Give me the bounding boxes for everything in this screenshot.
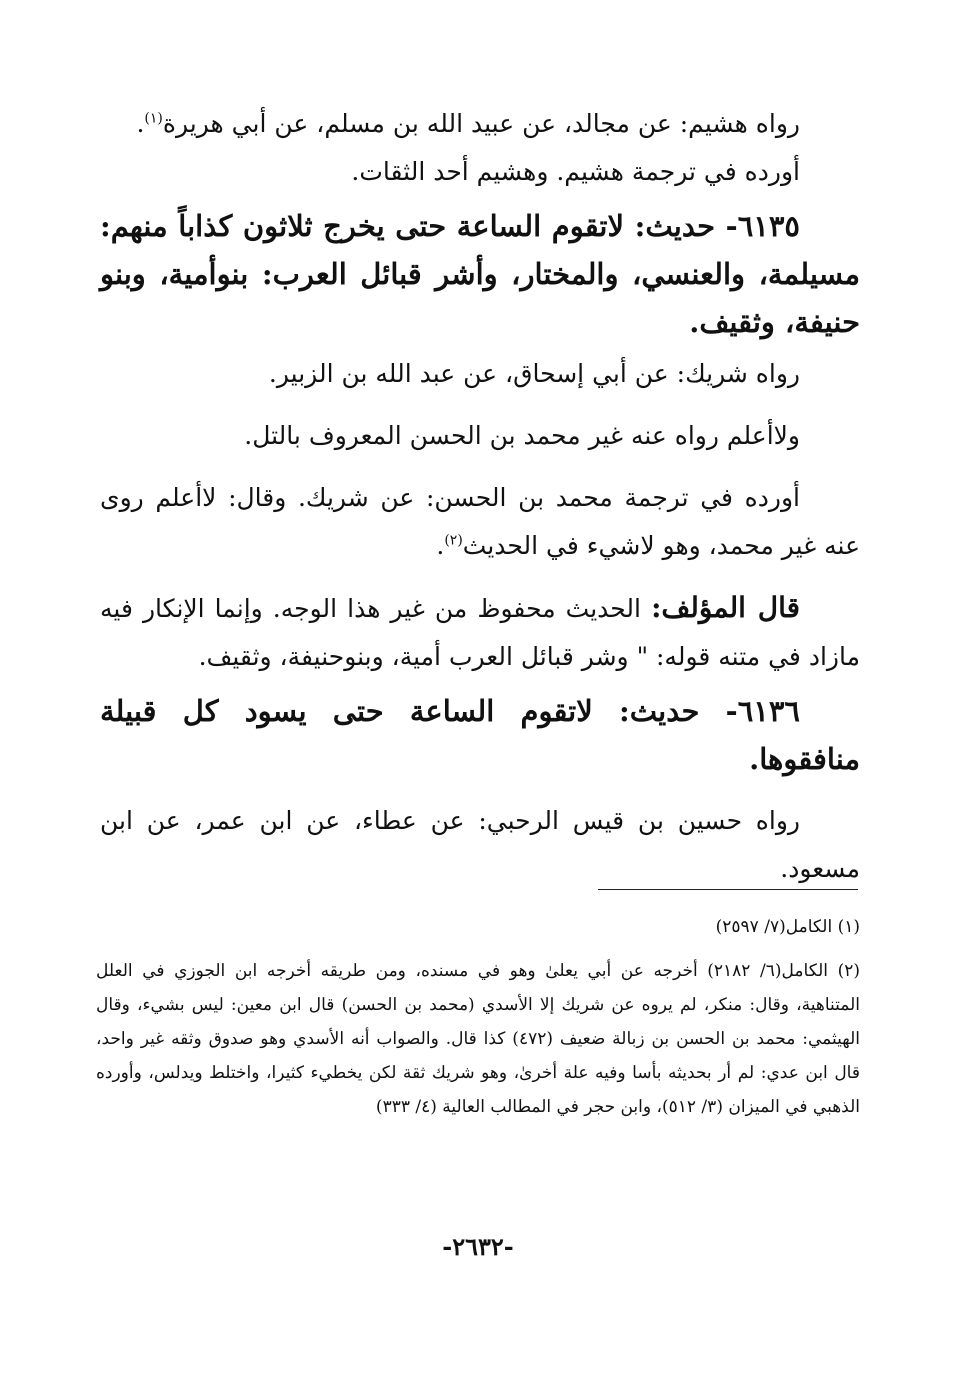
hadith-text: لاتقوم الساعة حتى يخرج ثلاثون كذاباً منهم: مسيلمة، والعنسي، والمختار، وأشر قبائل العرب: بنوأمية، وبنو حنيفة، وثقيف. — [100, 209, 860, 339]
narration-text: رواه هشيم: عن مجالد، عن عبيد الله بن مسلم، عن أبي هريرة — [162, 109, 800, 138]
footnote-divider — [598, 889, 858, 890]
footnote-1: (١) الكامل(٧/ ٢٥٩٧) — [715, 917, 860, 937]
hadith-number: ٦١٣٦- — [725, 694, 800, 728]
note-muhammad-ibn-hasan — [100, 474, 860, 570]
note-text: أورده في ترجمة محمد بن الحسن: عن شريك. وقال: لاأعلم روى عنه غير محمد، وهو لاشيء في الحديث — [100, 483, 860, 560]
footnotes — [96, 910, 860, 1124]
author-comment-text: الحديث محفوظ من غير هذا الوجه. وإنما الإنكار فيه مازاد في متنه قوله: " وشر قبائل العرب أمية، وبنوحنيفة، وثقيف. — [100, 594, 860, 671]
author-comment — [100, 584, 860, 681]
narration-husayn: رواه حسين بن قيس الرحبي: عن عطاء، عن ابن عمر، عن ابن مسعود. — [100, 806, 860, 883]
author-label: قال المؤلف: — [651, 591, 800, 624]
footnote-ref-1[interactable]: (١) — [144, 110, 163, 127]
note-only-narrator: ولاأعلم رواه عنه غير محمد بن الحسن المعروف بالتل. — [244, 421, 800, 450]
narration-sharik: رواه شريك: عن أبي إسحاق، عن عبد الله بن الزبير. — [268, 359, 800, 388]
footnote-ref-2[interactable]: (٢) — [444, 532, 463, 549]
narration-hushaym — [100, 100, 860, 148]
narration-end: . — [136, 109, 145, 138]
hadith-label: حديث: — [619, 694, 700, 728]
hadith-number: ٦١٣٥- — [725, 209, 800, 243]
footnote-2: (٢) الكامل(٦/ ٢١٨٢) أخرجه عن أبي يعلىٰ وهو في مسنده، ومن طريقه أخرجه ابن الجوزي في العلل المتناهية، وقال: منكر، لم يروه عن شريك إلا الأسدي (محمد بن الحسن) قال ابن معين: ليس بشيء، وقال الهيثمي: محمد بن الحسن بن زبالة ضعيف (٤٧٢) كذا قال. والصواب أنه الأسدي وهو صدوق وثقه غير واحد، قال ابن عدي: لم أر بحديثه بأسا وفيه علة أخرىٰ، وهو شريك ثقة لكن يخطيء كثيرا، واختلط ويدلس، وأورده الذهبي في الميزان (٣/ ٥١٢)، وابن حجر في المطالب العالية (٤/ ٣٣٣) — [96, 961, 860, 1117]
hadith-6135 — [100, 202, 860, 346]
note-end: . — [436, 531, 445, 560]
page-number: -٢٦٣٢- — [442, 1232, 514, 1261]
note-hushaym: أورده في ترجمة هشيم. وهشيم أحد الثقات. — [351, 157, 800, 186]
hadith-text: لاتقوم الساعة حتى يسود كل قبيلة منافقوها. — [100, 694, 860, 776]
hadith-6136 — [100, 687, 860, 783]
hadith-label: حديث: — [634, 209, 716, 243]
main-text — [100, 100, 860, 893]
